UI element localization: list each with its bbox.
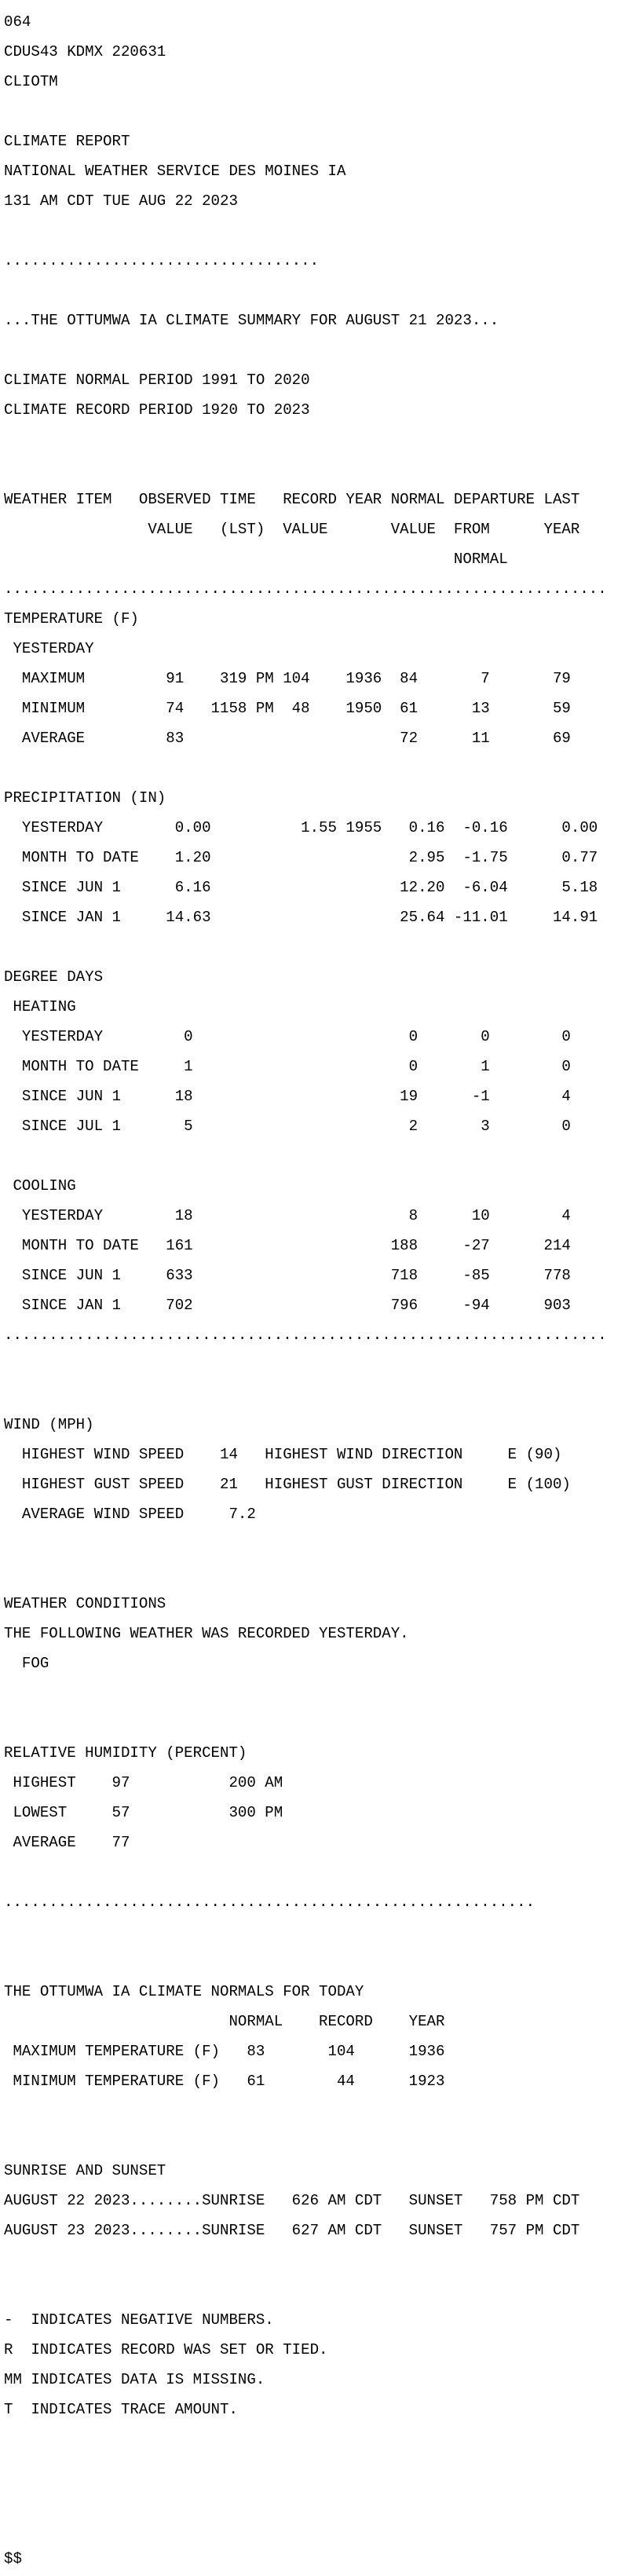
product-id: 064	[4, 15, 31, 30]
legend-row: T INDICATES TRACE AMOUNT.	[4, 2402, 238, 2417]
section-title-weather-conditions: WEATHER CONDITIONS	[4, 1597, 166, 1612]
list-item: FOG	[4, 1656, 49, 1671]
table-row: HIGHEST WIND SPEED 14 HIGHEST WIND DIRECTION E (90)	[4, 1447, 562, 1462]
blank-line	[4, 2134, 636, 2149]
awips-id: CLIOTM	[4, 75, 58, 90]
blank-line	[4, 1865, 636, 1880]
table-header-line: VALUE (LST) VALUE VALUE FROM YEAR	[4, 522, 580, 537]
blank-line	[4, 2104, 636, 2119]
blank-line	[4, 2522, 636, 2537]
table-row: MONTH TO DATE 1.20 2.95 -1.75 0.77	[4, 851, 598, 865]
table-row: SINCE JUN 1 6.16 12.20 -6.04 5.18	[4, 880, 598, 895]
blank-line	[4, 2432, 636, 2447]
blank-line	[4, 433, 636, 448]
table-row: MAXIMUM 91 319 PM 104 1936 84 7 79	[4, 671, 571, 686]
separator-long: ...................................................................	[4, 1328, 607, 1343]
issuing-office: NATIONAL WEATHER SERVICE DES MOINES IA	[4, 164, 346, 179]
table-row: SINCE JAN 1 702 796 -94 903	[4, 1298, 571, 1313]
blank-line	[4, 1955, 636, 1970]
normal-period: CLIMATE NORMAL PERIOD 1991 TO 2020	[4, 373, 310, 388]
blank-line	[4, 1537, 636, 1552]
blank-line	[4, 284, 636, 298]
blank-line	[4, 1686, 636, 1701]
table-row: MONTH TO DATE 161 188 -27 214	[4, 1239, 571, 1253]
summary-title: ...THE OTTUMWA IA CLIMATE SUMMARY FOR AUGUST 21 2023...	[4, 313, 499, 328]
report-title: CLIMATE REPORT	[4, 134, 130, 149]
legend-row: MM INDICATES DATA IS MISSING.	[4, 2373, 265, 2388]
blank-line	[4, 761, 636, 776]
table-row: AUGUST 23 2023........SUNRISE 627 AM CDT SUNSET 757 PM CDT	[4, 2223, 580, 2238]
blank-line	[4, 1716, 636, 1731]
wmo-header: CDUS43 KDMX 220631	[4, 45, 166, 60]
end-marker: $$	[4, 2552, 22, 2567]
table-row: LOWEST 57 300 PM	[4, 1806, 283, 1820]
blank-line	[4, 463, 636, 478]
section-title-humidity: RELATIVE HUMIDITY (PERCENT)	[4, 1746, 247, 1761]
table-row: MONTH TO DATE 1 0 1 0	[4, 1059, 571, 1074]
table-row: YESTERDAY 0.00 1.55 1955 0.16 -0.16 0.00	[4, 821, 598, 836]
table-row: SINCE JUL 1 5 2 3 0	[4, 1119, 571, 1134]
blank-line	[4, 1925, 636, 1940]
table-row: SINCE JAN 1 14.63 25.64 -11.01 14.91	[4, 910, 598, 925]
blank-line	[4, 104, 636, 119]
subsection-yesterday: YESTERDAY	[4, 642, 94, 657]
section-title-sun: SUNRISE AND SUNSET	[4, 2164, 166, 2179]
blank-line	[4, 2253, 636, 2268]
blank-line	[4, 940, 636, 955]
section-title-degree-days: DEGREE DAYS	[4, 970, 104, 985]
blank-line	[4, 1388, 636, 1403]
table-row: AUGUST 22 2023........SUNRISE 626 AM CDT SUNSET 758 PM CDT	[4, 2194, 580, 2208]
normals-header: NORMAL RECORD YEAR	[4, 2014, 445, 2029]
legend-row: R INDICATES RECORD WAS SET OR TIED.	[4, 2343, 328, 2358]
table-row: SINCE JUN 1 633 718 -85 778	[4, 1268, 571, 1283]
table-row: AVERAGE WIND SPEED 7.2	[4, 1507, 256, 1522]
subsection-cooling: COOLING	[4, 1179, 76, 1194]
blank-line	[4, 343, 636, 358]
table-row: MINIMUM 74 1158 PM 48 1950 61 13 59	[4, 701, 571, 716]
table-row: HIGHEST 97 200 AM	[4, 1776, 283, 1791]
legend-row: - INDICATES NEGATIVE NUMBERS.	[4, 2313, 274, 2328]
section-title-wind: WIND (MPH)	[4, 1418, 94, 1433]
blank-line	[4, 1567, 636, 1582]
table-row: YESTERDAY 18 8 10 4	[4, 1209, 571, 1224]
table-row: MAXIMUM TEMPERATURE (F) 83 104 1936	[4, 2044, 445, 2059]
separator-long: ...................................................................	[4, 582, 607, 597]
section-title-precipitation: PRECIPITATION (IN)	[4, 791, 166, 806]
weather-conditions-intro: THE FOLLOWING WEATHER WAS RECORDED YESTERDAY.	[4, 1626, 409, 1641]
table-row: YESTERDAY 0 0 0 0	[4, 1030, 571, 1045]
section-title-temperature: TEMPERATURE (F)	[4, 612, 139, 627]
table-row: AVERAGE 83 72 11 69	[4, 731, 571, 746]
record-period: CLIMATE RECORD PERIOD 1920 TO 2023	[4, 403, 310, 418]
table-row: SINCE JUN 1 18 19 -1 4	[4, 1089, 571, 1104]
table-row: HIGHEST GUST SPEED 21 HIGHEST GUST DIRECTION E (100)	[4, 1477, 571, 1492]
blank-line	[4, 1149, 636, 1164]
table-header-line: WEATHER ITEM OBSERVED TIME RECORD YEAR NORMAL DEPARTURE LAST	[4, 492, 580, 507]
separator-short: ...................................	[4, 254, 320, 269]
section-title-normals: THE OTTUMWA IA CLIMATE NORMALS FOR TODAY	[4, 1985, 364, 2000]
blank-line	[4, 2462, 636, 2477]
blank-line	[4, 2492, 636, 2507]
separator-medium: ...........................................................	[4, 1895, 535, 1910]
subsection-heating: HEATING	[4, 1000, 76, 1015]
table-header-line: NORMAL	[4, 552, 508, 567]
table-row: MINIMUM TEMPERATURE (F) 61 44 1923	[4, 2074, 445, 2089]
issue-time: 131 AM CDT TUE AUG 22 2023	[4, 194, 238, 209]
blank-line	[4, 2283, 636, 2298]
table-row: AVERAGE 77	[4, 1835, 130, 1850]
blank-line	[4, 1358, 636, 1373]
blank-line	[4, 224, 636, 239]
